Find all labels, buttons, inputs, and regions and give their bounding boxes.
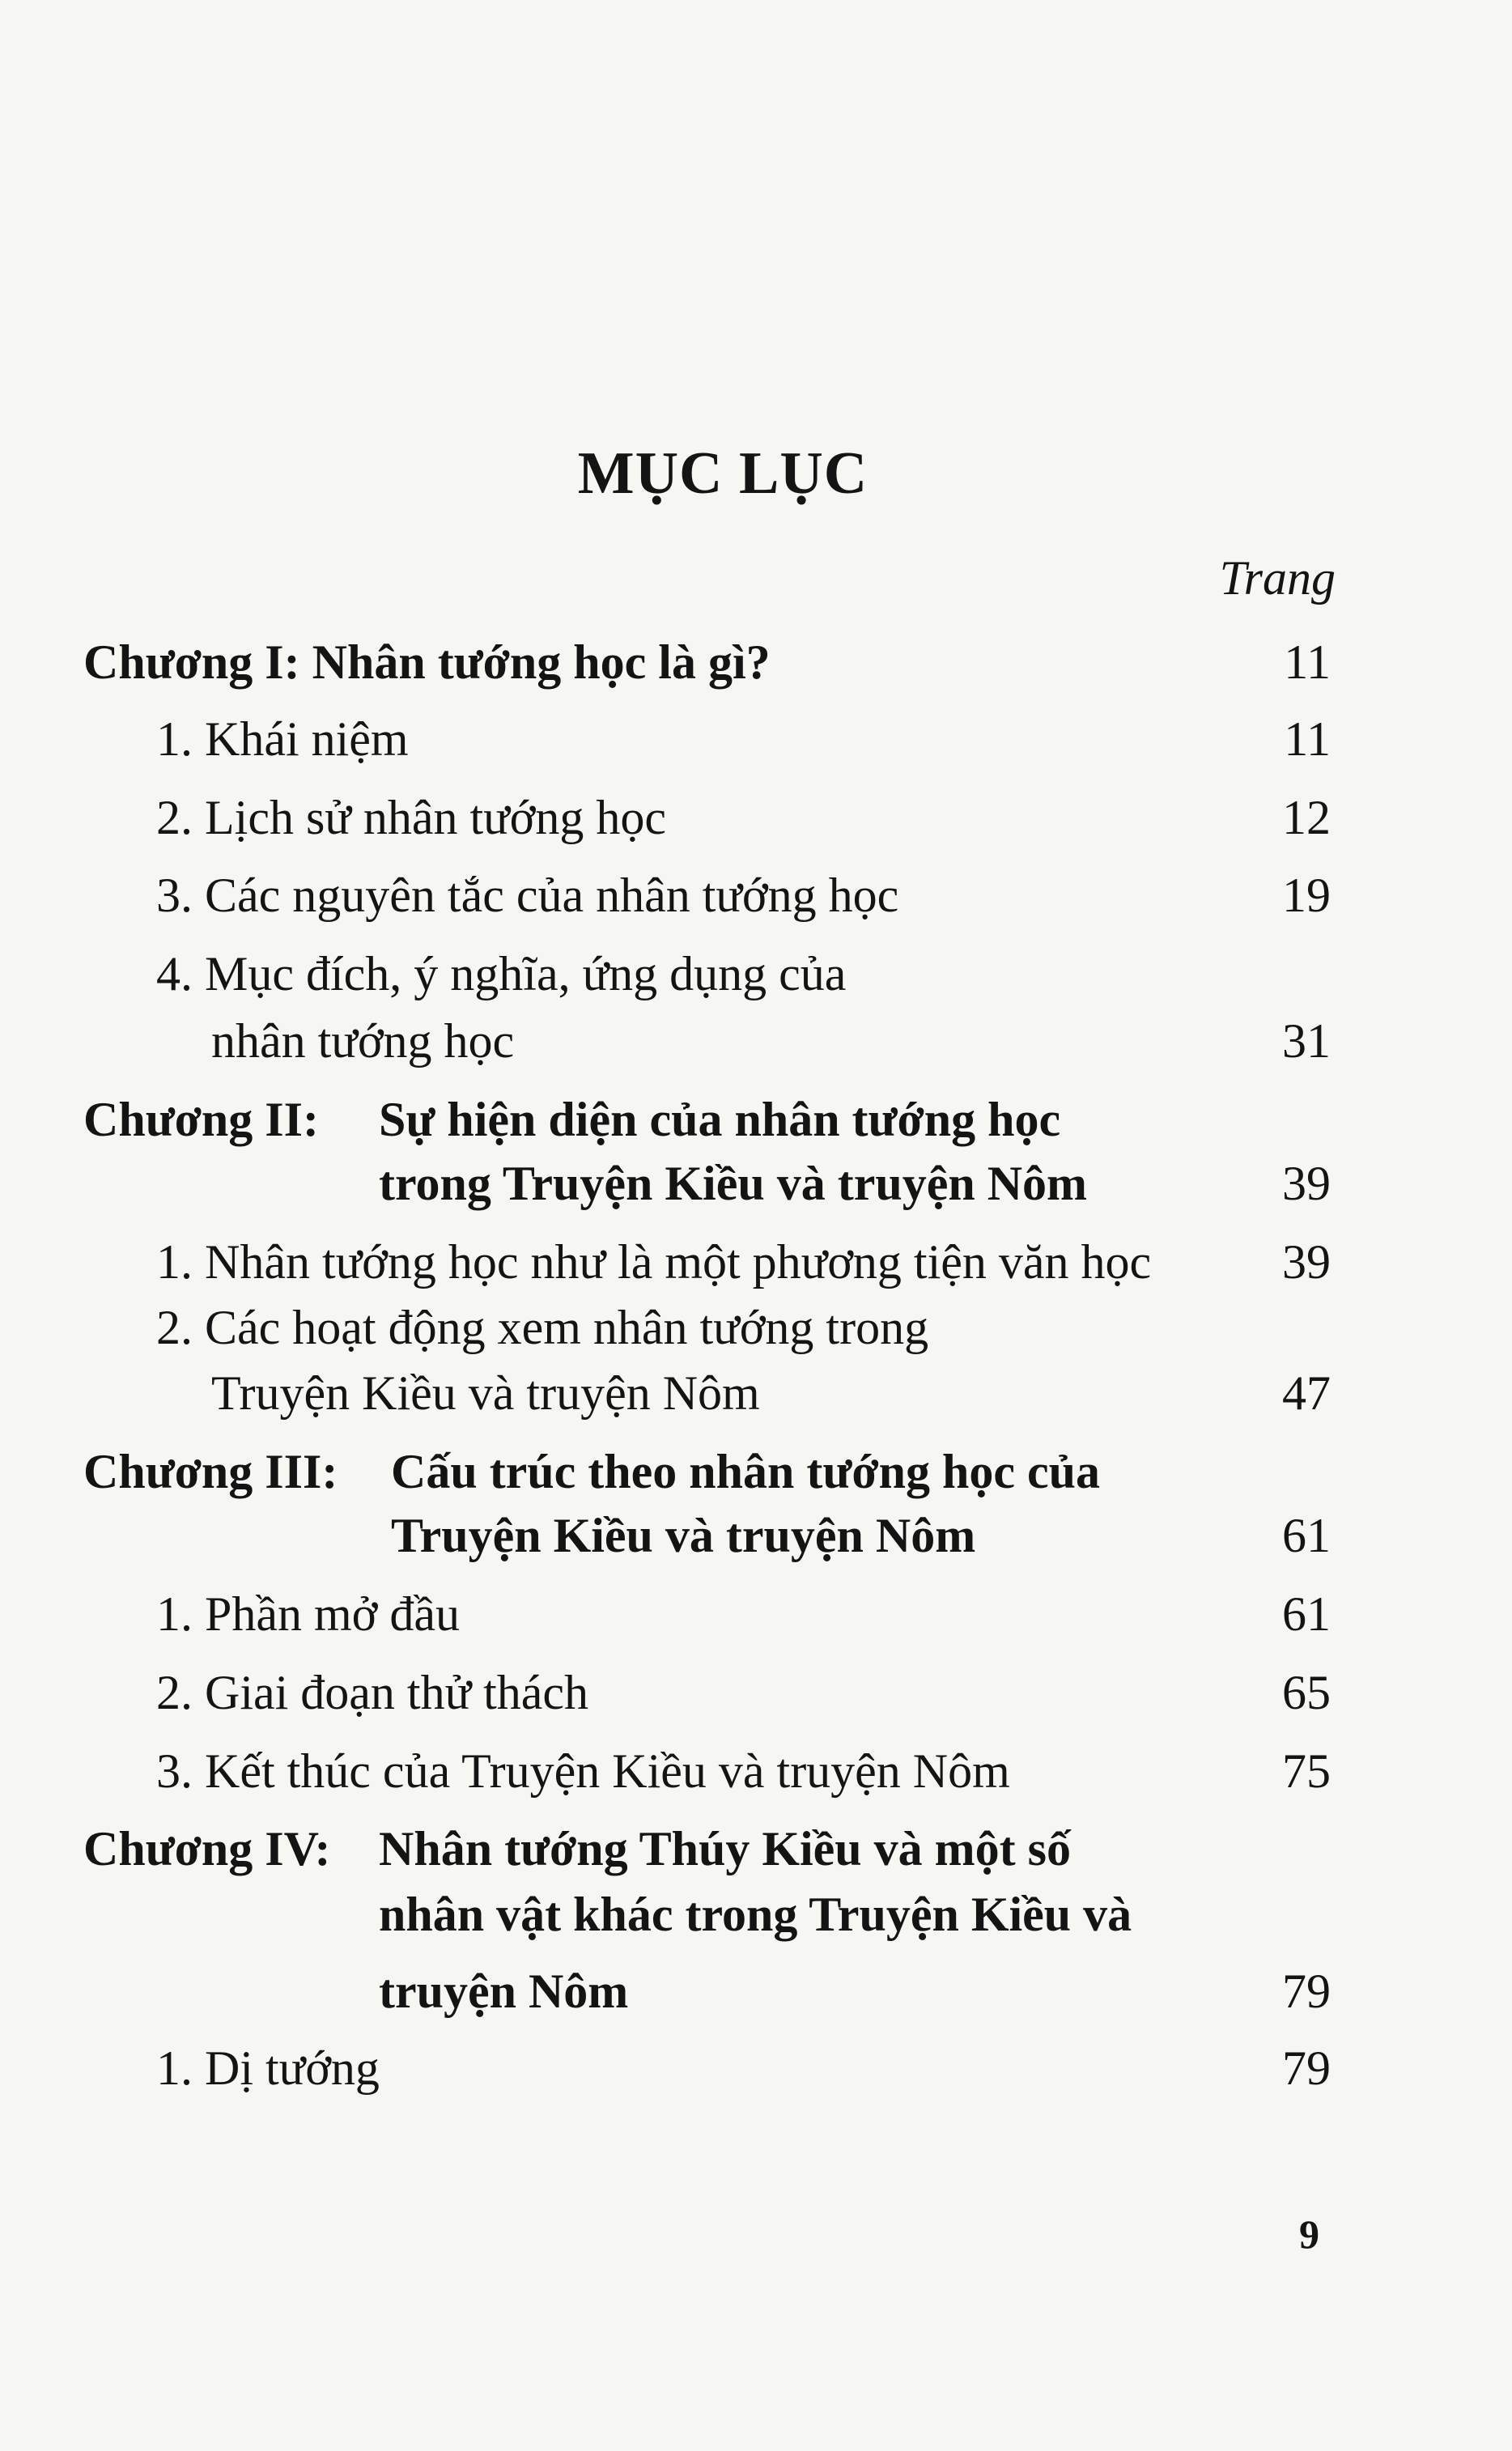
toc-page: 79	[1282, 2041, 1331, 2095]
toc-page: 39	[1282, 1235, 1331, 1289]
page-column-label: Trang	[1219, 551, 1336, 605]
toc-page: 65	[1282, 1666, 1331, 1719]
toc-page: 79	[1282, 1965, 1331, 2018]
toc-chapter-4-label: Chương IV:	[83, 1822, 331, 1875]
toc-item: 4. Mục đích, ý nghĩa, ứng dụng của	[156, 947, 847, 1000]
toc-page: 39	[1282, 1157, 1331, 1210]
toc-chapter-3-title-cont: Truyện Kiều và truyện Nôm	[391, 1509, 976, 1562]
toc-page: 12	[1282, 791, 1331, 844]
toc-page: 75	[1282, 1744, 1331, 1798]
toc-item: 1. Phần mở đầu	[156, 1587, 461, 1641]
toc-item: 3. Các nguyên tắc của nhân tướng học	[156, 869, 899, 922]
toc-item-continuation: nhân tướng học	[211, 1014, 515, 1068]
toc-page: 11	[1284, 635, 1331, 689]
toc-page: 31	[1282, 1014, 1331, 1068]
toc-chapter-1: Chương I: Nhân tướng học là gì?	[83, 635, 771, 689]
toc-item: 1. Nhân tướng học như là một phương tiện văn học	[156, 1235, 1152, 1289]
toc-item: 1. Dị tướng	[156, 2041, 380, 2095]
toc-item: 2. Lịch sử nhân tướng học	[156, 791, 666, 844]
toc-chapter-4-title: Nhân tướng Thúy Kiều và một số	[379, 1822, 1071, 1875]
page-number: 9	[1299, 2211, 1319, 2257]
toc-chapter-4-title-cont: nhân vật khác trong Truyện Kiều và	[379, 1888, 1132, 1941]
toc-chapter-2-label: Chương II:	[83, 1093, 319, 1146]
toc-chapter-2-title-cont: trong Truyện Kiều và truyện Nôm	[379, 1157, 1088, 1210]
toc-chapter-3-title: Cấu trúc theo nhân tướng học của	[391, 1445, 1100, 1498]
toc-item: 2. Giai đoạn thử thách	[156, 1666, 589, 1719]
toc-chapter-2-title: Sự hiện diện của nhân tướng học	[379, 1093, 1061, 1146]
toc-item-continuation: Truyện Kiều và truyện Nôm	[211, 1366, 760, 1420]
toc-page: 61	[1282, 1587, 1331, 1641]
toc-chapter-3-label: Chương III:	[83, 1445, 338, 1498]
toc-page: 11	[1284, 712, 1331, 766]
page-title: MỤC LỤC	[577, 440, 869, 507]
toc-page: 19	[1282, 869, 1331, 922]
toc-page: 61	[1282, 1509, 1331, 1562]
toc-item: 1. Khái niệm	[156, 712, 409, 766]
toc-item: 2. Các hoạt động xem nhân tướng trong	[156, 1301, 929, 1354]
toc-page: 47	[1282, 1366, 1331, 1420]
toc-chapter-4-title-cont: truyện Nôm	[379, 1965, 629, 2018]
toc-item: 3. Kết thúc của Truyện Kiều và truyện Nôm	[156, 1744, 1010, 1798]
